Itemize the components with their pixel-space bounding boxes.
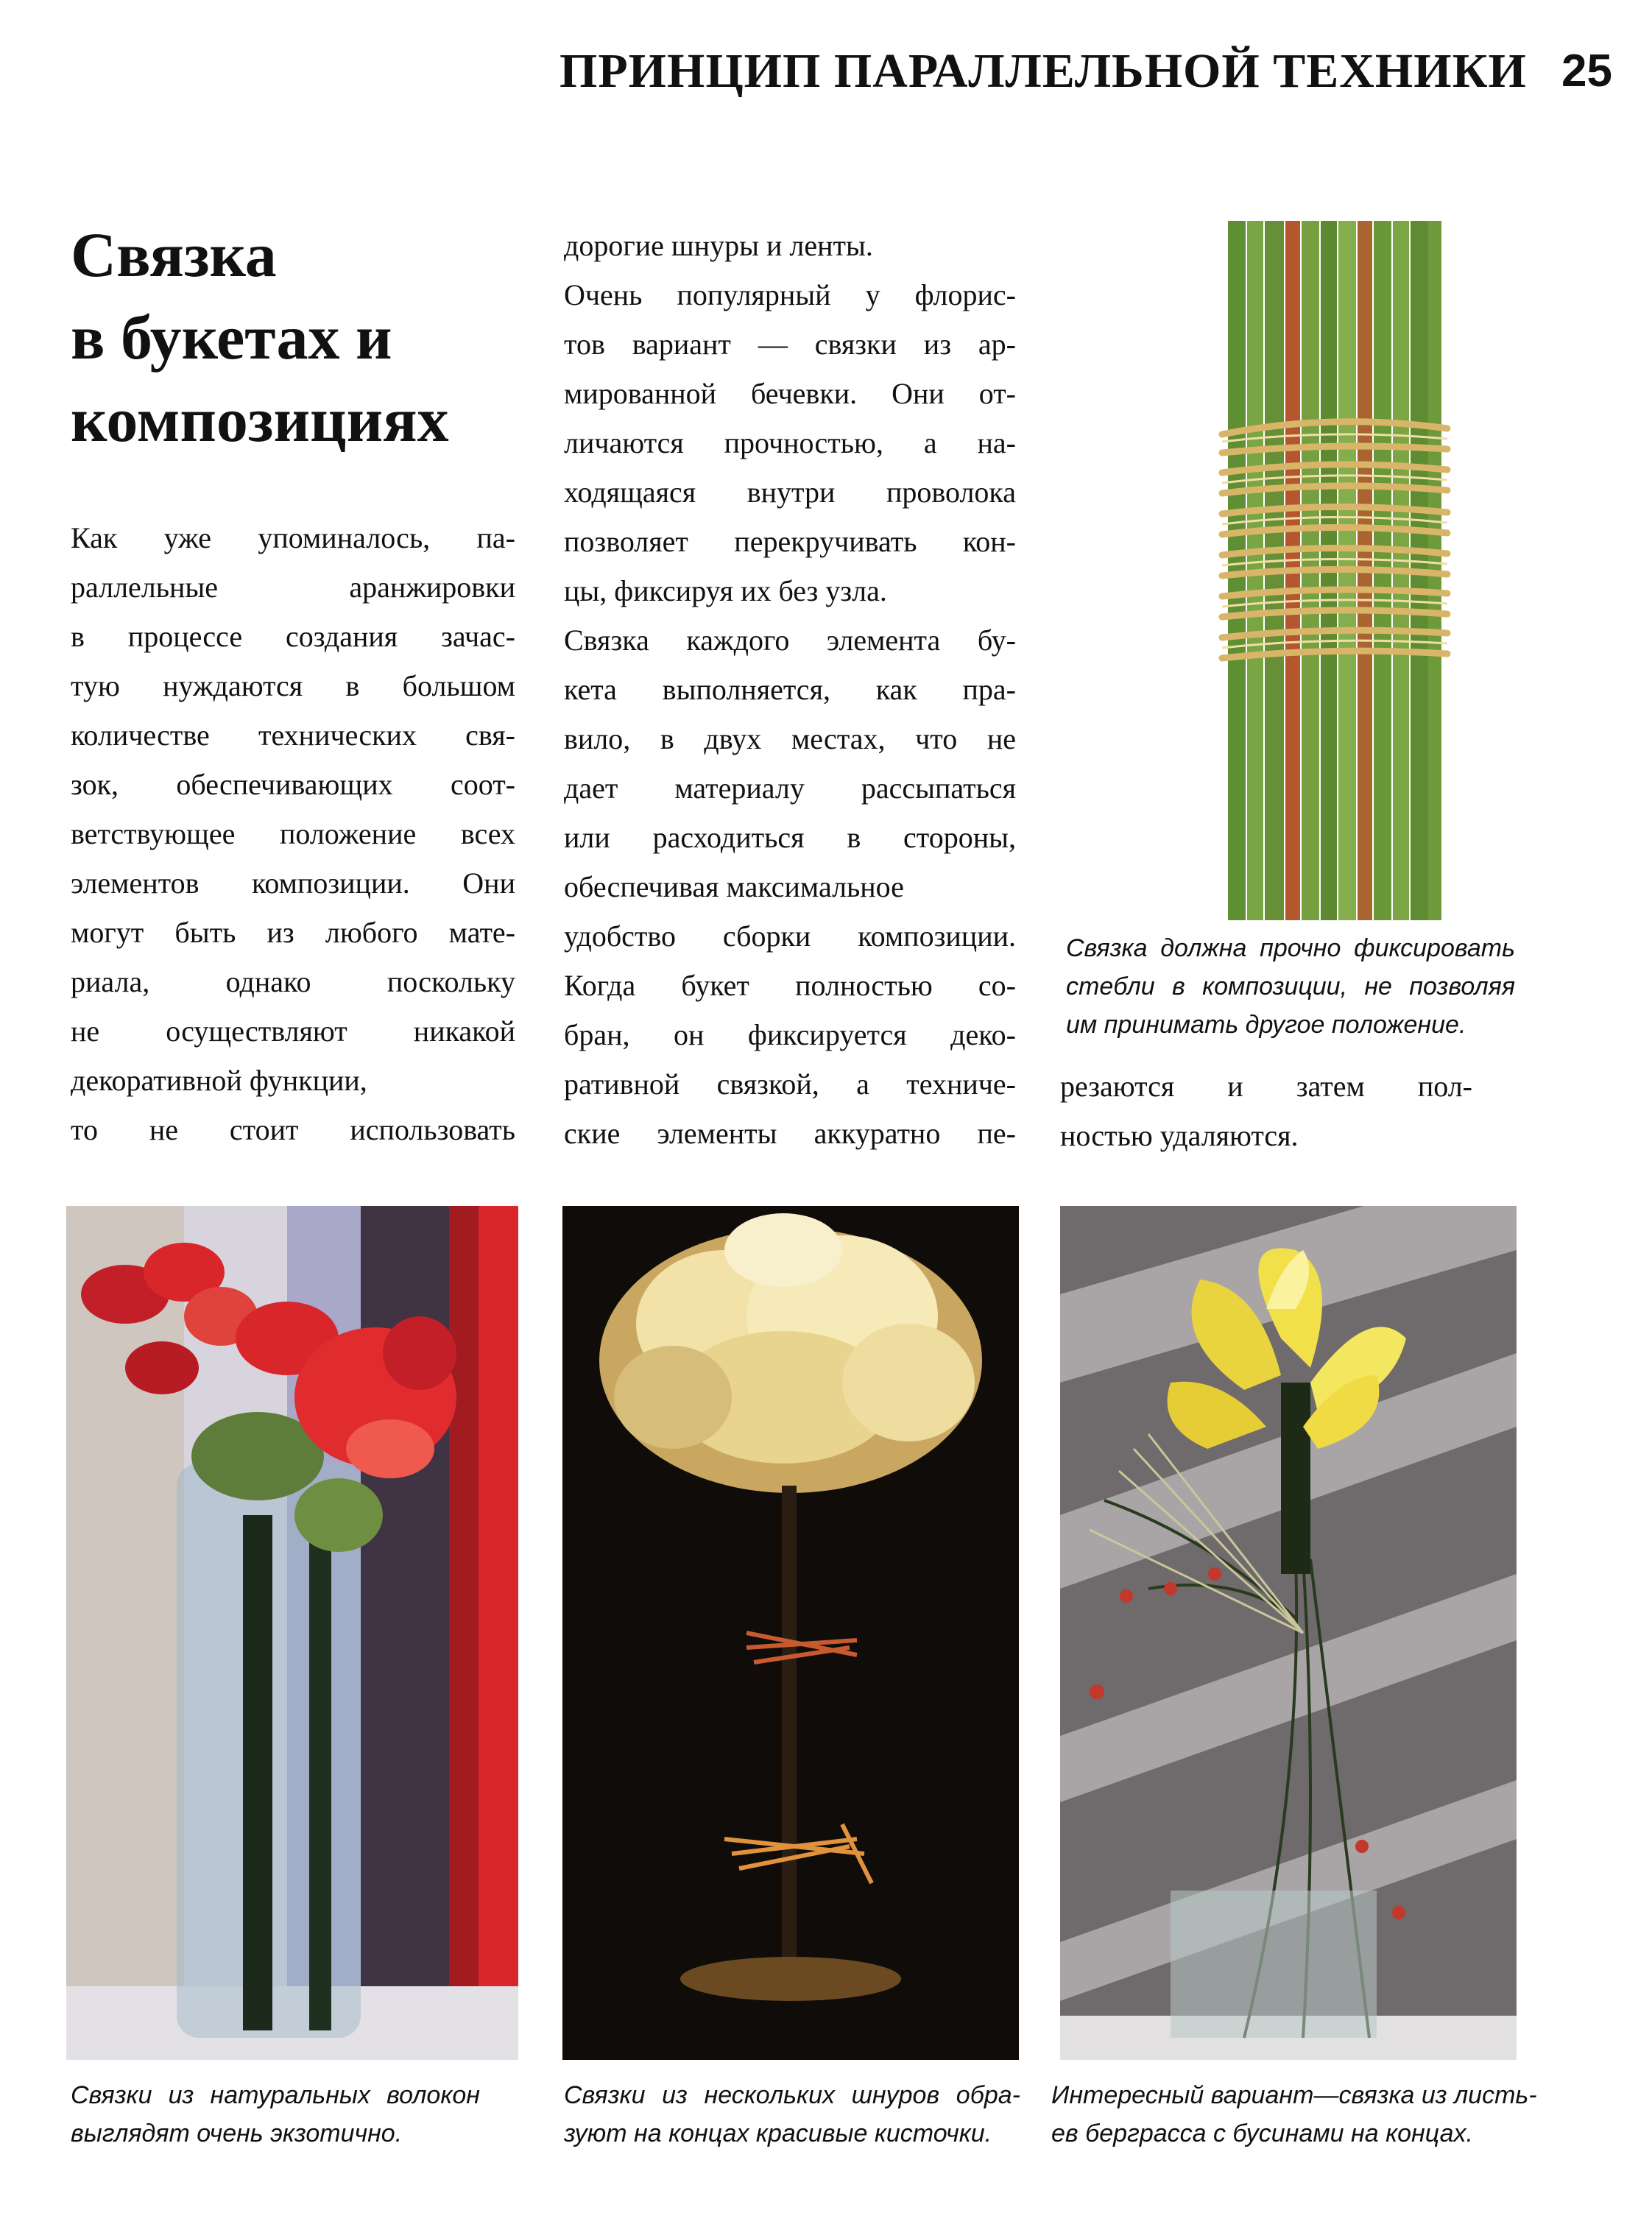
heading-line: в букетах и bbox=[71, 302, 392, 373]
photo-calla-beargrass bbox=[1060, 1206, 1517, 2060]
text-line: кета выполняется, как пра- bbox=[564, 673, 1016, 706]
text-line: декоративной функции, bbox=[71, 1064, 367, 1097]
heading-line: Связка bbox=[71, 219, 277, 290]
photo-peony-tassels bbox=[562, 1206, 1019, 2060]
text-line: мированной бечевки. Они от- bbox=[564, 377, 1016, 410]
text-line: не осуществляют никакой bbox=[71, 1014, 515, 1048]
text-line: цы, фиксируя их без узла. bbox=[564, 574, 887, 607]
caption-line: ев бергрaсса с бусинами на концах. bbox=[1051, 2120, 1473, 2147]
text-line: Как уже упоминалось, па- bbox=[71, 521, 515, 554]
text-line: Очень популярный у флорис- bbox=[564, 278, 1016, 311]
running-title: ПРИНЦИП ПАРАЛЛЕЛЬНОЙ ТЕХНИКИ bbox=[560, 44, 1527, 98]
text-line: или расходиться в стороны, bbox=[564, 821, 1016, 854]
body-column-2 bbox=[564, 221, 1016, 1158]
text-line: тов вариант — связки из ар- bbox=[564, 328, 1016, 361]
text-line: ские элементы аккуратно пе- bbox=[564, 1117, 1016, 1150]
caption-line: Связки из нескольких шнуров обра- bbox=[564, 2081, 1020, 2109]
text-line: дает материалу рассыпаться bbox=[564, 772, 1016, 805]
text-line: бран, он фиксируется деко- bbox=[564, 1018, 1016, 1051]
photo-stem-bundle bbox=[1104, 221, 1517, 920]
caption-peony-tassels bbox=[564, 2076, 1020, 2153]
text-line: раллельные аранжировки bbox=[71, 571, 515, 604]
text-line: ностью удаляются. bbox=[1060, 1119, 1299, 1152]
text-line: резаются и затем пол- bbox=[1060, 1070, 1472, 1103]
section-heading bbox=[71, 213, 527, 461]
text-line: элементов композиции. Они bbox=[71, 867, 515, 900]
text-line: то не стоит использовать bbox=[71, 1113, 515, 1146]
caption-line: зуют на концах красивые кисточки. bbox=[564, 2120, 992, 2147]
photo-amaryllis-vase bbox=[66, 1206, 518, 2060]
heading-line: композициях bbox=[71, 384, 449, 455]
text-line: ветствующее положение всех bbox=[71, 817, 515, 850]
text-line: обеспечивая максимальное bbox=[564, 870, 904, 903]
text-line: личаются прочностью, а на- bbox=[564, 426, 1016, 459]
text-line: Связка каждого элемента бу- bbox=[564, 624, 1016, 657]
caption-line: им принимать другое положение. bbox=[1066, 1011, 1466, 1039]
caption-line: Связка должна прочно фиксировать bbox=[1066, 934, 1515, 962]
caption-line: стебли в композиции, не позволяя bbox=[1066, 973, 1515, 1000]
text-line: в процессе создания зачас- bbox=[71, 620, 515, 653]
text-line: ходящаяся внутри проволока bbox=[564, 476, 1016, 509]
body-column-3 bbox=[1060, 1062, 1472, 1160]
text-line: зок, обеспечивающих соот- bbox=[71, 768, 515, 801]
text-line: ративной связкой, а техниче- bbox=[564, 1067, 1016, 1101]
page-number: 25 bbox=[1561, 46, 1612, 96]
body-column-1 bbox=[71, 513, 515, 1154]
caption-line: Связки из натуральных волокон bbox=[71, 2081, 480, 2109]
text-line: вило, в двух местах, что не bbox=[564, 722, 1016, 755]
caption-line: Интересный вариант—связка из листь- bbox=[1051, 2081, 1537, 2109]
caption-stem-bundle bbox=[1066, 929, 1515, 1044]
text-line: дорогие шнуры и ленты. bbox=[564, 229, 873, 262]
text-line: позволяет перекручивать кон- bbox=[564, 525, 1016, 558]
caption-amaryllis-vase bbox=[71, 2076, 480, 2153]
text-line: риала, однако поскольку bbox=[71, 965, 515, 998]
text-line: тую нуждаются в большом bbox=[71, 669, 515, 702]
text-line: количестве технических свя- bbox=[71, 719, 515, 752]
caption-calla-beargrass bbox=[1051, 2076, 1537, 2153]
text-line: удобство сборки композиции. bbox=[564, 920, 1016, 953]
text-line: Когда букет полностью со- bbox=[564, 969, 1016, 1002]
text-line: могут быть из любого мате- bbox=[71, 916, 515, 949]
caption-line: выглядят очень экзотично. bbox=[71, 2120, 403, 2147]
